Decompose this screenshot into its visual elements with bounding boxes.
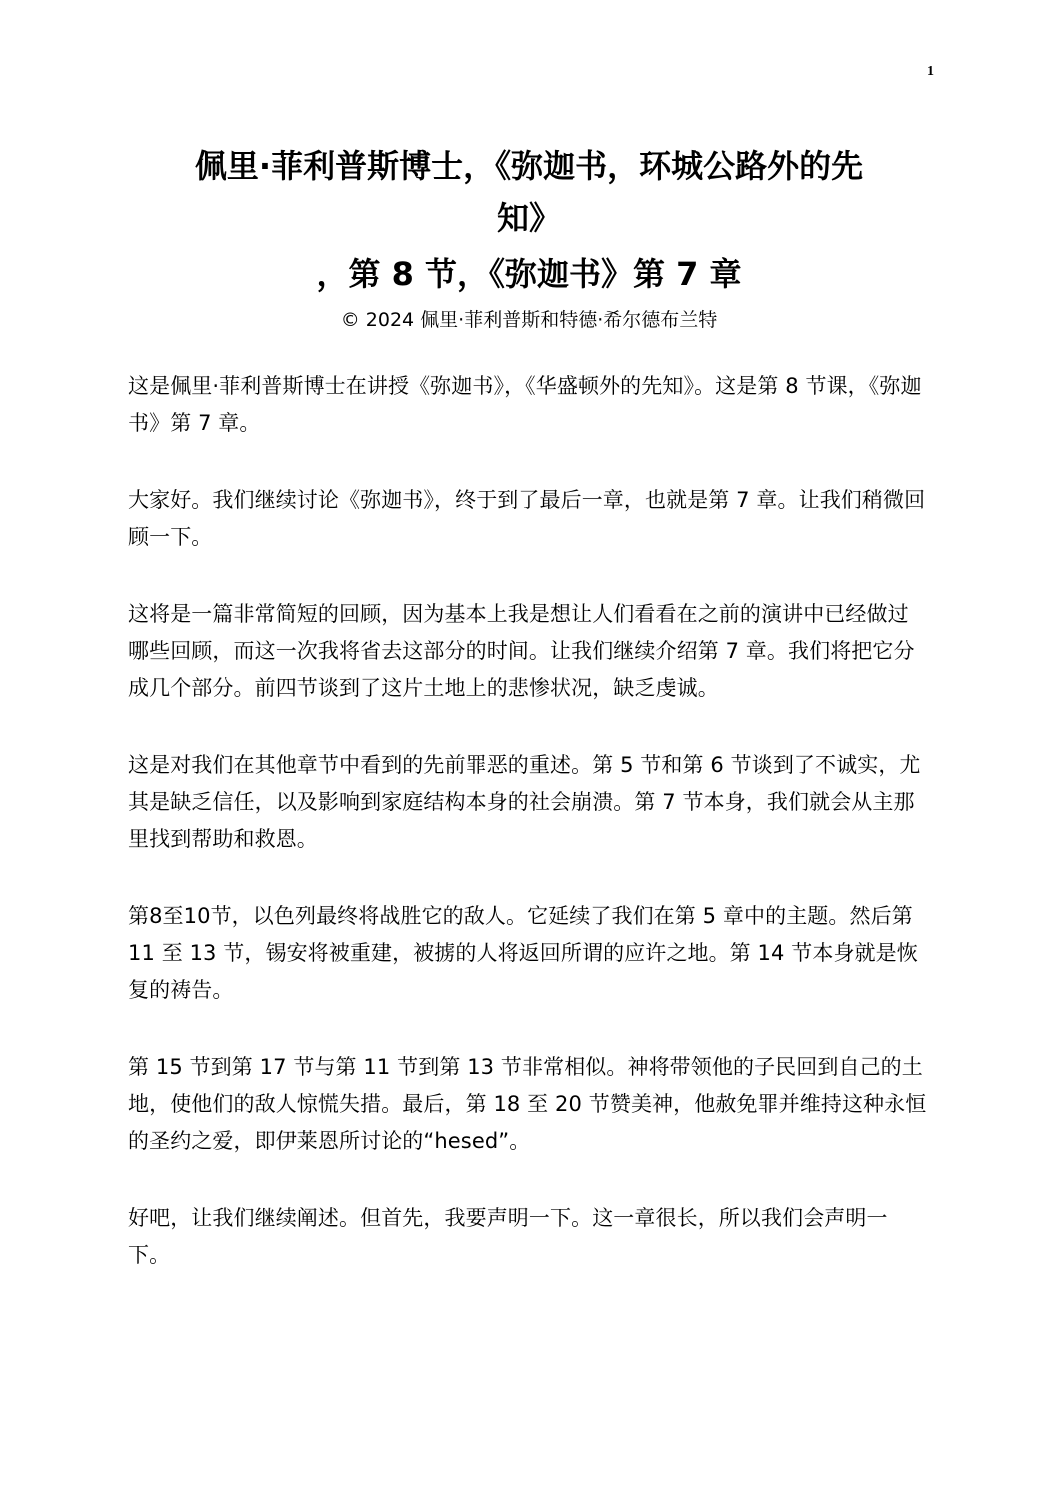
paragraph-closing: 好吧，让我们继续阐述。但首先，我要声明一下。这一章很长，所以我们会声明一下。 [128, 1206, 888, 1267]
subtitle: ，第 8 节，《弥迦书》第 7 章 [316, 255, 742, 293]
paragraph-intro: 这是佩里·菲利普斯博士在讲授《弥迦书》，《华盛顿外的先知》。这是第 8 节课，《弥迦书》第 7 章。 [128, 374, 922, 435]
paragraph-verses-8-14: 第8至10节，以色列最终将战胜它的敌人。它延续了我们在第 5 章中的主题。然后第 11 至 13 节，锡安将被重建，被掳的人将返回所谓的应许之地。第 14 节本身就是恢复的祷告。 [128, 904, 918, 1002]
paragraph-greeting: 大家好。我们继续讨论《弥迦书》，终于到了最后一章，也就是第 7 章。让我们稍微回顾一下。 [128, 488, 926, 549]
title-line-1: 佩里·菲利普斯博士，《弥迦书，环城公路外的先 [194, 147, 864, 185]
paragraph-verses-5-7: 这是对我们在其他章节中看到的先前罪恶的重述。第 5 节和第 6 节谈到了不诚实，尤其是缺乏信任，以及影响到家庭结构本身的社会崩溃。第 7 节本身，我们就会从主那里找到帮助和救恩。 [128, 753, 921, 851]
copyright-notice: © 2024 佩里·菲利普斯和特德·希尔德布兰特 [340, 309, 718, 331]
title-block [128, 140, 930, 336]
body-text [128, 368, 928, 1314]
paragraph-review: 这将是一篇非常简短的回顾，因为基本上我是想让人们看看在之前的演讲中已经做过哪些回顾，而这一次我将省去这部分的时间。让我们继续介绍第 7 章。我们将把它分成几个部分。前四节谈到了这片土地上的悲惨状况，缺乏虔诚。 [128, 602, 915, 700]
page-number: 1 [927, 64, 934, 79]
paragraph-verses-15-20: 第 15 节到第 17 节与第 11 节到第 13 节非常相似。神将带领他的子民回到自己的土地，使他们的敌人惊慌失措。最后，第 18 至 20 节赞美神，他赦免罪并维持这种永恒的圣约之爱，即伊莱恩所讨论的“hesed”。 [128, 1055, 927, 1153]
title-line-2: 知》 [496, 199, 561, 237]
